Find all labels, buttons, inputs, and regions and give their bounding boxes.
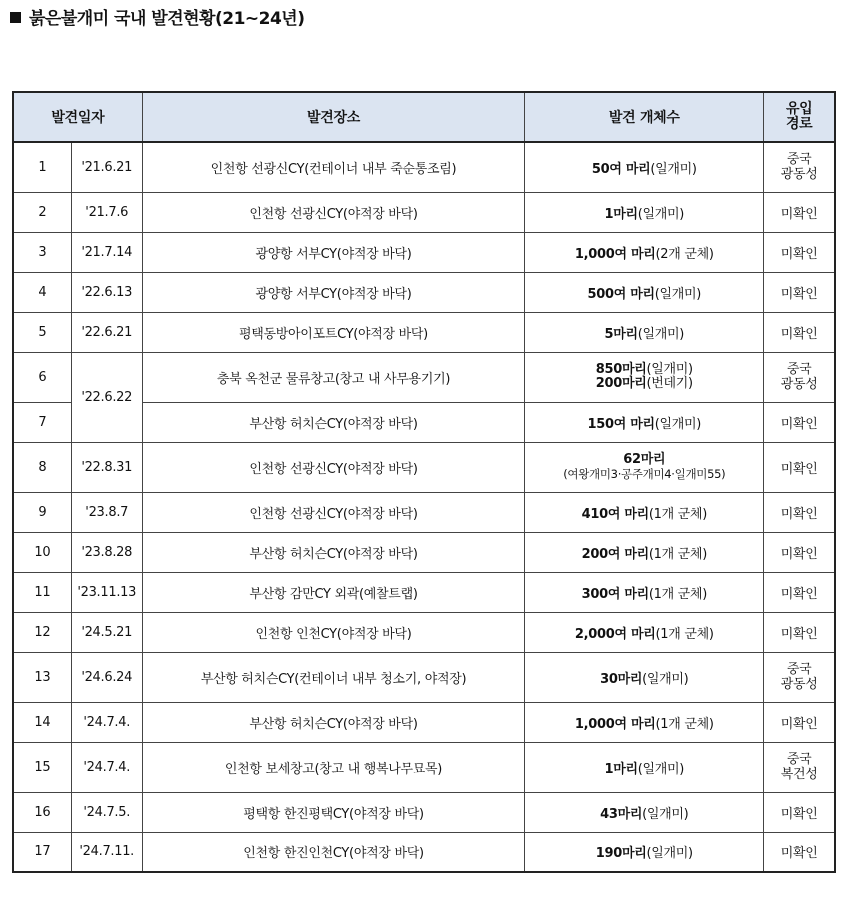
header-date: 발견일자 — [13, 92, 142, 142]
table-row — [13, 492, 835, 532]
table-row — [13, 272, 835, 312]
row-count: 30마리(일개미) — [525, 652, 764, 702]
row-place: 인천항 보세창고(창고 내 행복나무묘목) — [142, 742, 524, 792]
table-row — [13, 142, 835, 192]
table-row — [13, 572, 835, 612]
row-place: 인천항 인천CY(야적장 바닥) — [142, 612, 524, 652]
table-row — [13, 792, 835, 832]
row-no: 5 — [13, 312, 71, 352]
row-no: 11 — [13, 572, 71, 612]
row-no: 8 — [13, 442, 71, 492]
table-row — [13, 832, 835, 872]
discovery-table — [12, 91, 836, 873]
row-place: 부산항 허치슨CY(야적장 바닥) — [142, 532, 524, 572]
row-no: 13 — [13, 652, 71, 702]
row-place: 평택동방아이포트CY(야적장 바닥) — [142, 312, 524, 352]
row-no: 17 — [13, 832, 71, 872]
table-row — [13, 352, 835, 402]
row-route: 미확인 — [764, 572, 835, 612]
row-date: '24.7.11. — [71, 832, 142, 872]
row-date: '24.7.4. — [71, 742, 142, 792]
table-row — [13, 192, 835, 232]
row-place: 인천항 한진인천CY(야적장 바닥) — [142, 832, 524, 872]
row-route: 미확인 — [764, 702, 835, 742]
table-row — [13, 532, 835, 572]
row-route: 미확인 — [764, 192, 835, 232]
row-route: 미확인 — [764, 492, 835, 532]
table-row — [13, 652, 835, 702]
row-count: 150여 마리(일개미) — [525, 402, 764, 442]
row-route: 미확인 — [764, 532, 835, 572]
table-row — [13, 232, 835, 272]
row-route: 미확인 — [764, 442, 835, 492]
table-row — [13, 312, 835, 352]
row-date: '22.8.31 — [71, 442, 142, 492]
row-count: 850마리(일개미) 200마리(번데기) — [525, 352, 764, 402]
row-place: 부산항 허치슨CY(컨테이너 내부 청소기, 야적장) — [142, 652, 524, 702]
row-date: '21.7.6 — [71, 192, 142, 232]
page-title — [10, 4, 305, 29]
square-bullet-icon — [10, 12, 21, 23]
row-route: 미확인 — [764, 792, 835, 832]
row-route: 중국 광동성 — [764, 352, 835, 402]
row-count: 2,000여 마리(1개 군체) — [525, 612, 764, 652]
row-date: '22.6.22 — [71, 352, 142, 442]
row-count: 1,000여 마리(2개 군체) — [525, 232, 764, 272]
page-title-text: 붉은불개미 국내 발견현황(21~24년) — [29, 9, 305, 29]
row-date: '22.6.13 — [71, 272, 142, 312]
row-route: 미확인 — [764, 832, 835, 872]
row-route: 중국 복건성 — [764, 742, 835, 792]
row-place: 충북 옥천군 물류창고(창고 내 사무용기기) — [142, 352, 524, 402]
row-date: '21.6.21 — [71, 142, 142, 192]
row-route: 미확인 — [764, 402, 835, 442]
row-route: 미확인 — [764, 272, 835, 312]
row-date: '24.6.24 — [71, 652, 142, 702]
row-count: 190마리(일개미) — [525, 832, 764, 872]
row-route: 미확인 — [764, 312, 835, 352]
row-no: 2 — [13, 192, 71, 232]
row-no: 10 — [13, 532, 71, 572]
row-date: '24.7.5. — [71, 792, 142, 832]
table-row — [13, 702, 835, 742]
row-place: 부산항 허치슨CY(야적장 바닥) — [142, 702, 524, 742]
row-place: 광양항 서부CY(야적장 바닥) — [142, 272, 524, 312]
row-count: 500여 마리(일개미) — [525, 272, 764, 312]
row-date: '24.5.21 — [71, 612, 142, 652]
row-route: 미확인 — [764, 232, 835, 272]
row-no: 14 — [13, 702, 71, 742]
row-no: 16 — [13, 792, 71, 832]
row-place: 인천항 선광신CY(야적장 바닥) — [142, 492, 524, 532]
row-count: 410여 마리(1개 군체) — [525, 492, 764, 532]
row-count: 50여 마리(일개미) — [525, 142, 764, 192]
row-place: 평택항 한진평택CY(야적장 바닥) — [142, 792, 524, 832]
header-route: 유입 경로 — [764, 92, 835, 142]
header-count: 발견 개체수 — [525, 92, 764, 142]
row-count: 62마리 (여왕개미3·공주개미4·일개미55) — [525, 442, 764, 492]
row-no: 12 — [13, 612, 71, 652]
row-date: '24.7.4. — [71, 702, 142, 742]
row-count: 5마리(일개미) — [525, 312, 764, 352]
row-route: 미확인 — [764, 612, 835, 652]
row-count: 1,000여 마리(1개 군체) — [525, 702, 764, 742]
row-place: 인천항 선광신CY(컨테이너 내부 죽순통조림) — [142, 142, 524, 192]
row-date: '23.8.7 — [71, 492, 142, 532]
table-row — [13, 612, 835, 652]
row-count: 1마리(일개미) — [525, 742, 764, 792]
table-row — [13, 742, 835, 792]
row-no: 1 — [13, 142, 71, 192]
row-place: 부산항 감만CY 외곽(예찰트랩) — [142, 572, 524, 612]
table-header-row — [13, 92, 835, 142]
header-place: 발견장소 — [142, 92, 524, 142]
row-route: 중국 광동성 — [764, 652, 835, 702]
row-count: 300여 마리(1개 군체) — [525, 572, 764, 612]
row-count: 1마리(일개미) — [525, 192, 764, 232]
row-no: 6 — [13, 352, 71, 402]
row-route: 중국 광동성 — [764, 142, 835, 192]
row-no: 9 — [13, 492, 71, 532]
row-date: '21.7.14 — [71, 232, 142, 272]
row-count: 43마리(일개미) — [525, 792, 764, 832]
row-no: 7 — [13, 402, 71, 442]
row-date: '23.8.28 — [71, 532, 142, 572]
row-date: '22.6.21 — [71, 312, 142, 352]
row-place: 인천항 선광신CY(야적장 바닥) — [142, 192, 524, 232]
row-no: 4 — [13, 272, 71, 312]
row-no: 3 — [13, 232, 71, 272]
row-date: '23.11.13 — [71, 572, 142, 612]
row-count: 200여 마리(1개 군체) — [525, 532, 764, 572]
row-place: 부산항 허치슨CY(야적장 바닥) — [142, 402, 524, 442]
row-place: 광양항 서부CY(야적장 바닥) — [142, 232, 524, 272]
table-row — [13, 442, 835, 492]
row-place: 인천항 선광신CY(야적장 바닥) — [142, 442, 524, 492]
row-no: 15 — [13, 742, 71, 792]
